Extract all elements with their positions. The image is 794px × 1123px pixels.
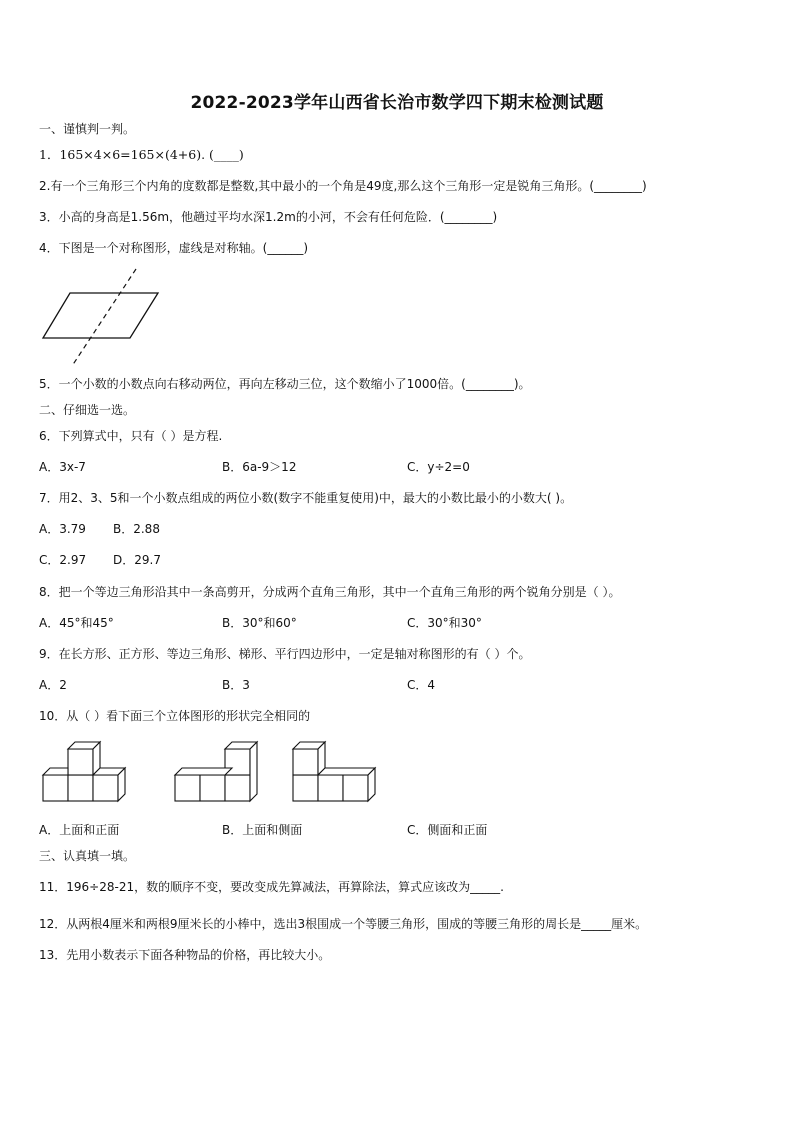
question-10: 10．从（ ）看下面三个立体图形的形状完全相同的 <box>39 709 311 723</box>
question-13: 13．先用小数表示下面各种物品的价格，再比较大小。 <box>39 948 331 962</box>
section-heading-judge: 一、谨慎判一判。 <box>39 122 136 136</box>
q10-option-c: C．侧面和正面 <box>407 823 488 837</box>
question-11: 11．196÷28-21，数的顺序不变，要改变成先算减法，再算除法，算式应该改为_____. <box>39 880 504 894</box>
q7-option-d: D．29.7 <box>113 553 161 567</box>
q6-option-b: B．6a-9＞12 <box>222 460 297 474</box>
question-8: 8．把一个等边三角形沿其中一条高剪开，分成两个直角三角形，其中一个直角三角形的两个锐角分别是（ ）。 <box>39 585 621 599</box>
page-title: 2022-2023学年山西省长治市数学四下期末检测试题 <box>190 93 604 113</box>
q7-option-b: B．2.88 <box>113 522 160 536</box>
question-4: 4．下图是一个对称图形，虚线是对称轴。(______) <box>39 241 308 255</box>
section-heading-fill: 三、认真填一填。 <box>39 849 136 863</box>
question-1: 1．165×4×6=165×(4+6). (____) <box>39 147 244 162</box>
q8-option-c: C．30°和30° <box>407 616 482 630</box>
section-heading-choose: 二、仔细选一选。 <box>39 403 136 417</box>
q9-option-b: B．3 <box>222 678 250 692</box>
q10-option-a: A．上面和正面 <box>39 823 120 837</box>
q9-option-c: C．4 <box>407 678 436 692</box>
parallelogram-figure <box>40 265 165 370</box>
q6-option-c: C．y÷2=0 <box>407 460 470 474</box>
question-2: 2.有一个三角形三个内角的度数都是整数,其中最小的一个角是49度,那么这个三角形一定是锐角三角形。(________) <box>39 179 647 193</box>
question-3: 3．小高的身高是1.56m，他趟过平均水深1.2m的小河，不会有任何危险．(________) <box>39 210 498 224</box>
q10-option-b: B．上面和侧面 <box>222 823 303 837</box>
q8-option-a: A．45°和45° <box>39 616 114 630</box>
question-5: 5．一个小数的小数点向右移动两位，再向左移动三位，这个数缩小了1000倍。(________)。 <box>39 377 531 391</box>
q6-option-a: A．3x-7 <box>39 460 86 474</box>
question-12: 12．从两根4厘米和两根9厘米长的小棒中，选出3根围成一个等腰三角形，围成的等腰三角形的周长是_____厘米。 <box>39 917 648 931</box>
solid-figure-3 <box>290 740 382 806</box>
q8-option-b: B．30°和60° <box>222 616 297 630</box>
q7-option-c: C．2.97 <box>39 553 87 567</box>
q7-option-a: A．3.79 <box>39 522 86 536</box>
question-7: 7．用2、3、5和一个小数点组成的两位小数(数字不能重复使用)中，最大的小数比最小的小数大( )。 <box>39 491 573 505</box>
question-9: 9．在长方形、正方形、等边三角形、梯形、平行四边形中，一定是轴对称图形的有（ ）个。 <box>39 647 531 661</box>
solid-figure-1 <box>40 740 132 806</box>
solid-figure-2 <box>172 740 264 806</box>
question-6: 6．下列算式中，只有（ ）是方程. <box>39 429 223 443</box>
q9-option-a: A．2 <box>39 678 67 692</box>
